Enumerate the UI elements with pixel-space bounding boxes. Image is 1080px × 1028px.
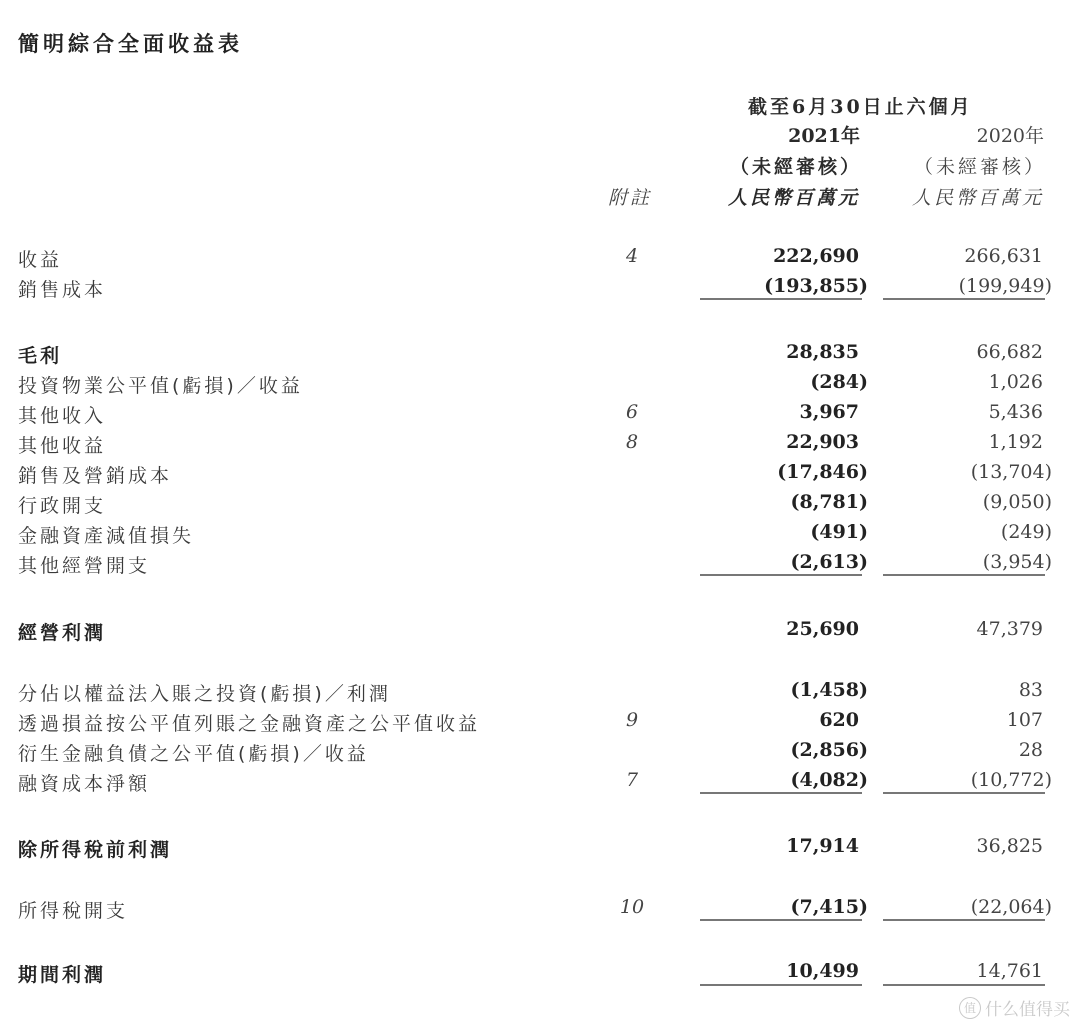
table-row-operating-profit bbox=[0, 616, 1080, 646]
row-label: 所得稅開支 bbox=[18, 900, 129, 922]
audit-prior-header: （未經審核） bbox=[913, 156, 1046, 178]
row-value-prior: 5,436 bbox=[988, 401, 1043, 423]
total-underline bbox=[883, 984, 1045, 986]
row-value-prior: (9,050) bbox=[982, 491, 1052, 513]
table-row-derivative-liabilities bbox=[0, 737, 1080, 767]
row-value-prior: 47,379 bbox=[976, 618, 1043, 640]
row-value-prior: 14,761 bbox=[976, 960, 1043, 982]
unit-prior-header: 人民幣百萬元 bbox=[911, 187, 1044, 209]
note-column-header: 附註 bbox=[608, 187, 653, 209]
row-label: 期間利潤 bbox=[18, 964, 107, 986]
table-row-revenue bbox=[0, 243, 1080, 273]
row-value-current: (193,855) bbox=[764, 275, 868, 297]
subtotal-underline bbox=[700, 792, 862, 794]
row-value-current: 222,690 bbox=[773, 245, 859, 267]
row-value-current: 28,835 bbox=[786, 341, 859, 363]
row-label: 銷售成本 bbox=[18, 279, 107, 301]
row-label: 其他收益 bbox=[18, 435, 107, 457]
row-label: 分佔以權益法入賬之投資(虧損)／利潤 bbox=[18, 683, 391, 705]
row-note: 6 bbox=[625, 401, 639, 423]
watermark bbox=[959, 995, 1070, 1020]
row-note: 4 bbox=[625, 245, 639, 267]
audit-current-header: （未經審核） bbox=[729, 156, 862, 178]
row-label: 金融資產減值損失 bbox=[18, 525, 195, 547]
table-row-selling-marketing bbox=[0, 459, 1080, 489]
row-value-prior: (199,949) bbox=[958, 275, 1052, 297]
row-value-current: (7,415) bbox=[790, 896, 868, 918]
table-row-admin-expenses bbox=[0, 489, 1080, 519]
row-label: 行政開支 bbox=[18, 495, 107, 517]
row-value-prior: 1,192 bbox=[988, 431, 1043, 453]
table-row-impairment bbox=[0, 519, 1080, 549]
row-value-prior: (10,772) bbox=[970, 769, 1052, 791]
row-value-prior: 266,631 bbox=[964, 245, 1043, 267]
table-row-other-income bbox=[0, 399, 1080, 429]
table-row-other-gains bbox=[0, 429, 1080, 459]
row-value-prior: 66,682 bbox=[976, 341, 1043, 363]
row-value-current: (2,613) bbox=[790, 551, 868, 573]
row-value-prior: (3,954) bbox=[982, 551, 1052, 573]
row-label: 其他經營開支 bbox=[18, 555, 151, 577]
table-row-fvtpl-gains bbox=[0, 707, 1080, 737]
row-value-current: (1,458) bbox=[790, 679, 868, 701]
table-row-profit-before-tax bbox=[0, 833, 1080, 863]
row-note: 7 bbox=[625, 769, 639, 791]
row-label: 透過損益按公平值列賬之金融資產之公平值收益 bbox=[18, 713, 481, 735]
row-value-current: 22,903 bbox=[786, 431, 859, 453]
row-value-current: (17,846) bbox=[777, 461, 868, 483]
table-row-gross-profit bbox=[0, 339, 1080, 369]
unit-current-header: 人民幣百萬元 bbox=[727, 187, 860, 209]
table-row-investment-property bbox=[0, 369, 1080, 399]
row-value-prior: (249) bbox=[1000, 521, 1052, 543]
row-value-prior: 107 bbox=[1006, 709, 1043, 731]
subtotal-underline bbox=[883, 919, 1045, 921]
subtotal-underline bbox=[883, 792, 1045, 794]
row-label: 投資物業公平值(虧損)／收益 bbox=[18, 375, 303, 397]
row-note: 9 bbox=[625, 709, 639, 731]
subtotal-underline bbox=[883, 298, 1045, 300]
row-value-prior: 1,026 bbox=[988, 371, 1043, 393]
row-value-prior: (22,064) bbox=[970, 896, 1052, 918]
row-note: 8 bbox=[625, 431, 639, 453]
row-label: 除所得稅前利潤 bbox=[18, 839, 173, 861]
subtotal-underline bbox=[700, 298, 862, 300]
total-underline bbox=[700, 984, 862, 986]
row-label: 融資成本淨額 bbox=[18, 773, 151, 795]
row-value-current: 620 bbox=[819, 709, 859, 731]
row-value-prior: 36,825 bbox=[976, 835, 1043, 857]
watermark-text: 什么值得买 bbox=[985, 1000, 1070, 1020]
row-value-current: (8,781) bbox=[790, 491, 868, 513]
subtotal-underline bbox=[700, 919, 862, 921]
row-value-current: (284) bbox=[810, 371, 868, 393]
row-label: 衍生金融負債之公平值(虧損)／收益 bbox=[18, 743, 369, 765]
row-label: 收益 bbox=[18, 249, 63, 271]
row-value-current: (2,856) bbox=[790, 739, 868, 761]
row-value-current: 25,690 bbox=[786, 618, 859, 640]
row-label: 經營利潤 bbox=[18, 622, 107, 644]
row-label: 其他收入 bbox=[18, 405, 107, 427]
row-value-prior: (13,704) bbox=[970, 461, 1052, 483]
row-value-current: 17,914 bbox=[786, 835, 859, 857]
row-value-current: (491) bbox=[810, 521, 868, 543]
row-label: 毛利 bbox=[18, 345, 63, 367]
watermark-logo-icon: 值 bbox=[959, 997, 981, 1019]
row-value-current: (4,082) bbox=[790, 769, 868, 791]
subtotal-underline bbox=[700, 574, 862, 576]
year-prior-header: 2020年 bbox=[976, 125, 1044, 147]
period-header: 截至6月30日止六個月 bbox=[748, 96, 973, 118]
statement-title: 簡明綜合全面收益表 bbox=[18, 32, 243, 56]
row-note: 10 bbox=[619, 896, 645, 918]
row-label: 銷售及營銷成本 bbox=[18, 465, 173, 487]
subtotal-underline bbox=[883, 574, 1045, 576]
year-current-header: 2021年 bbox=[788, 125, 860, 147]
table-row-share-of-investments bbox=[0, 677, 1080, 707]
row-value-prior: 83 bbox=[1018, 679, 1043, 701]
row-value-current: 3,967 bbox=[799, 401, 859, 423]
row-value-current: 10,499 bbox=[786, 960, 859, 982]
row-value-prior: 28 bbox=[1018, 739, 1043, 761]
